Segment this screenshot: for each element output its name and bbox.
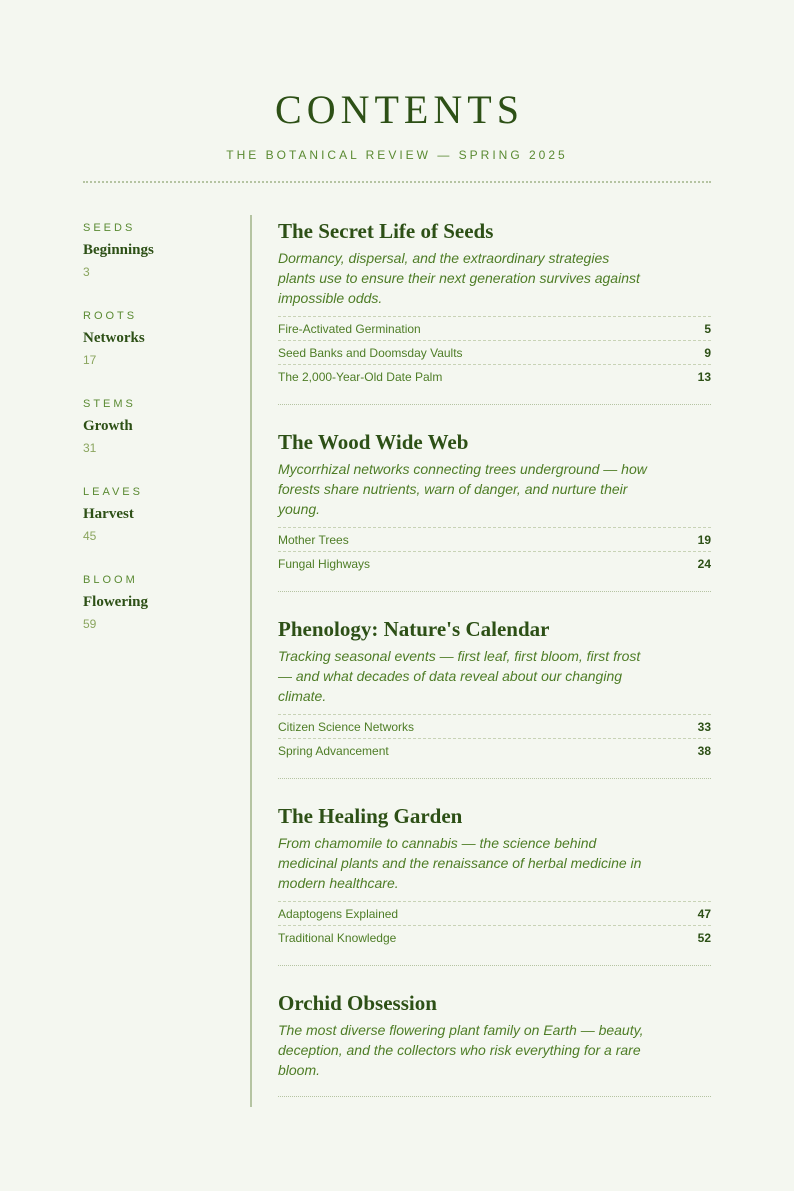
article-title[interactable]: The Wood Wide Web xyxy=(278,430,469,454)
sidebar-item-label: BLOOM xyxy=(83,574,138,586)
sidebar-item-bloom[interactable] xyxy=(83,573,233,661)
subsection-row[interactable] xyxy=(278,551,711,575)
subsection-list xyxy=(278,316,711,388)
subsection-row[interactable] xyxy=(278,527,711,551)
article-description: From chamomile to cannabis — the science behind medicinal plants and the renaissance of herbal medicine in modern healthcare. xyxy=(278,835,642,891)
subsection-page: 13 xyxy=(697,369,711,384)
subsection-page: 9 xyxy=(704,345,711,360)
sidebar-item-roots[interactable] xyxy=(83,309,233,397)
sidebar-item-name: Harvest xyxy=(83,506,134,522)
sidebar-item-name: Growth xyxy=(83,418,133,434)
sidebar-item-label: SEEDS xyxy=(83,222,136,234)
subsection-list xyxy=(278,714,711,762)
subsection-page: 33 xyxy=(697,719,711,734)
page-title: CONTENTS xyxy=(275,87,524,132)
sidebar-item-page: 59 xyxy=(83,617,97,631)
subsection-list xyxy=(278,527,711,575)
sidebar-item-name: Networks xyxy=(83,330,145,346)
subsection-row[interactable] xyxy=(278,738,711,762)
article-entry xyxy=(278,218,711,405)
subsection-title: Citizen Science Networks xyxy=(278,719,415,734)
article-title[interactable]: Phenology: Nature's Calendar xyxy=(278,617,550,641)
article-entry xyxy=(278,990,711,1097)
subsection-title: Adaptogens Explained xyxy=(278,906,399,921)
sidebar-item-stems[interactable] xyxy=(83,397,233,485)
article-description: The most diverse flowering plant family on Earth — beauty, deception, and the collectors who risk everything for a rare bloom. xyxy=(278,1022,644,1078)
sidebar-item-label: STEMS xyxy=(83,398,136,410)
subsection-row[interactable] xyxy=(278,714,711,738)
subsection-title: Fungal Highways xyxy=(278,556,371,571)
sidebar-item-page: 17 xyxy=(83,353,97,367)
header-divider xyxy=(83,181,711,183)
sidebar-item-label: LEAVES xyxy=(83,486,143,498)
article-description: Tracking seasonal events — first leaf, first bloom, first frost — and what decades of data reveal about our changing climate. xyxy=(278,648,641,704)
subsection-title: Fire-Activated Germination xyxy=(278,321,421,336)
subsection-page: 5 xyxy=(704,321,711,336)
article-title[interactable]: Orchid Obsession xyxy=(278,991,437,1015)
subsection-page: 19 xyxy=(697,532,711,547)
article-entry xyxy=(278,803,711,966)
articles-list xyxy=(278,218,711,1097)
subsection-page: 24 xyxy=(697,556,711,571)
article-title[interactable]: The Secret Life of Seeds xyxy=(278,219,494,243)
subsection-page: 38 xyxy=(697,743,711,758)
contents-header xyxy=(83,88,711,163)
subsection-row[interactable] xyxy=(278,901,711,925)
sidebar-item-label: ROOTS xyxy=(83,310,138,322)
sidebar-item-page: 3 xyxy=(83,265,90,279)
subsection-title: Mother Trees xyxy=(278,532,349,547)
article-description: Dormancy, dispersal, and the extraordinary strategies plants use to ensure their next generation survives against impossible odds. xyxy=(278,250,640,306)
publication-subtitle: THE BOTANICAL REVIEW — SPRING 2025 xyxy=(226,148,568,162)
subsection-row[interactable] xyxy=(278,925,711,949)
subsection-title: Seed Banks and Doomsday Vaults xyxy=(278,345,463,360)
sidebar-item-name: Flowering xyxy=(83,594,148,610)
sidebar-item-page: 31 xyxy=(83,441,97,455)
subsection-list xyxy=(278,901,711,949)
sidebar-item-seeds[interactable] xyxy=(83,221,233,309)
subsection-row[interactable] xyxy=(278,316,711,340)
subsection-page: 47 xyxy=(697,906,711,921)
subsection-row[interactable] xyxy=(278,364,711,388)
article-title[interactable]: The Healing Garden xyxy=(278,804,463,828)
subsection-row[interactable] xyxy=(278,340,711,364)
section-sidebar xyxy=(83,221,233,661)
subsection-page: 52 xyxy=(697,930,711,945)
subsection-title: The 2,000-Year-Old Date Palm xyxy=(278,369,443,384)
subsection-title: Spring Advancement xyxy=(278,743,389,758)
article-entry xyxy=(278,616,711,779)
vertical-divider xyxy=(250,215,252,1107)
sidebar-item-page: 45 xyxy=(83,529,97,543)
subsection-title: Traditional Knowledge xyxy=(278,930,397,945)
sidebar-item-name: Beginnings xyxy=(83,242,154,258)
article-divider xyxy=(278,1096,711,1097)
article-description: Mycorrhizal networks connecting trees underground — how forests share nutrients, warn of danger, and nurture their young. xyxy=(278,461,647,517)
sidebar-item-leaves[interactable] xyxy=(83,485,233,573)
article-entry xyxy=(278,429,711,592)
